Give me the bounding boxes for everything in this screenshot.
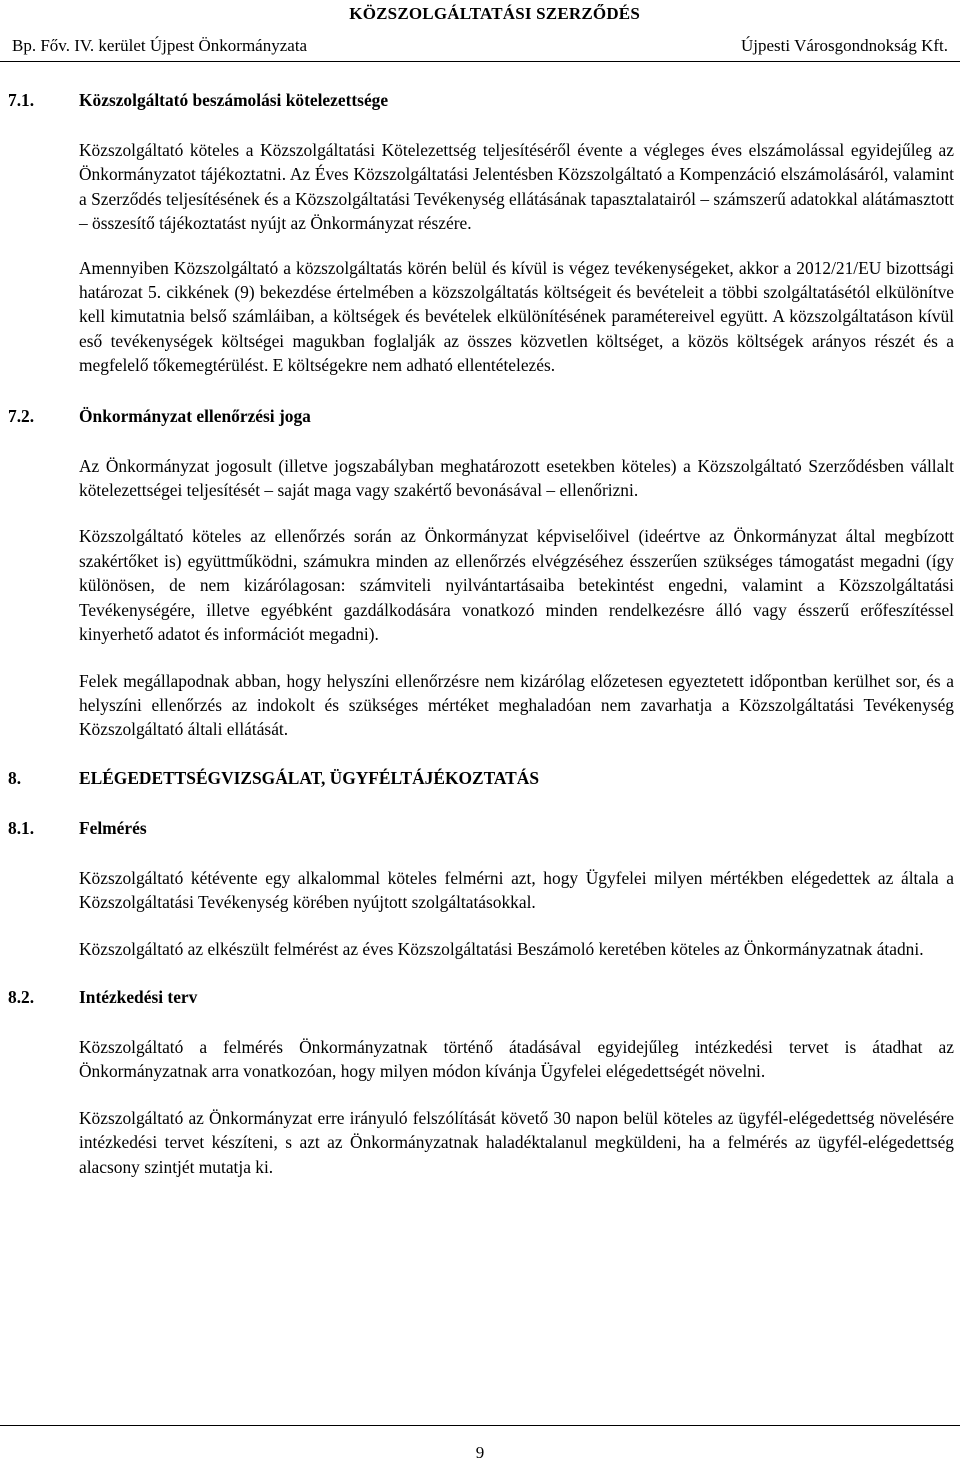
section-number: 8.2. — [8, 986, 35, 1007]
section-number: 7.1. — [8, 90, 35, 110]
section-title: Felmérés — [79, 817, 147, 838]
footer-divider — [0, 1425, 960, 1426]
section-heading-7-2 — [0, 404, 960, 428]
header-party-left: Bp. Főv. IV. kerület Újpest Önkormányzata — [12, 36, 308, 55]
section-title: Önkormányzat ellenőrzési joga — [79, 405, 311, 426]
section-number: 8. — [8, 767, 22, 788]
section-heading-8-1 — [0, 816, 960, 840]
section-title: Intézkedési terv — [79, 986, 198, 1007]
paragraph: Közszolgáltató az Önkormányzat erre irányuló felszólítását követő 30 napon belül köteles az ügyfél-elégedettség növelésére intézkedési tervet készíteni, s azt az Önkormányzatnak haladéktalanul megküldeni, ha a felmérés az ügyfél-elégedettség alacsony szintjét mutatja ki. — [79, 1107, 954, 1177]
section-title: ELÉGEDETTSÉGVIZSGÁLAT, ÜGYFÉLTÁJÉKOZTATÁS — [79, 767, 540, 788]
paragraph: Közszolgáltató a felmérés Önkormányzatnak történő átadásával egyidejűleg intézkedési tervet is átadhat az Önkormányzatnak arra vonatkozóan, hogy milyen módon kívánja Ügyfelei elégedettségét növelni. — [79, 1036, 954, 1082]
section-title: Közszolgáltató beszámolási kötelezettsége — [79, 90, 389, 110]
section-heading-7-1 — [0, 88, 960, 112]
paragraph: Közszolgáltató köteles az ellenőrzés során az Önkormányzat képviselőivel (ideértve az Önkormányzat által megbízott szakértőket is) együttműködni, számukra minden az ellenőrzés elvégzéséhez ésszerűen szükséges támogatást megadni (így különösen, de nem kizárólagosan: számviteli nyilvántartásaiba betekintést engedni, valamint a Közszolgáltatási Tevékenységére, illetve egyébként gazdálkodására vonatkozó minden rendelkezésre álló vagy ésszerű erőfeszítéssel kinyerhető adatot és információt megadni). — [79, 526, 954, 645]
page-number: 9 — [475, 1443, 485, 1462]
paragraph: Amennyiben Közszolgáltató a közszolgáltatás körén belül és kívül is végez tevékenységeket, akkor a 2012/21/EU bizottsági határozat 5. cikkének (9) bekezdése értelmében a közszolgáltatás költségeit és bevételeit a többi szolgáltatásétól elkülönítve kell kimutatnia belső számláiban, a költségek és bevételek elkülönítésének paramétereivel együtt. A közszolgáltatáson kívül eső tevékenységek költségei magukban foglalják az összes közvetlen költséget, a közös költségek arányos részét és a megfelelő tőkemegtérülést. E költségekre nem adható ellentételezés. — [79, 257, 954, 376]
section-number: 8.1. — [8, 817, 35, 838]
section-number: 7.2. — [8, 405, 35, 426]
document-title: KÖZSZOLGÁLTATÁSI SZERZŐDÉS — [349, 4, 640, 23]
paragraph: Közszolgáltató köteles a Közszolgáltatási Kötelezettség teljesítéséről évente a végleges éves elszámolással egyidejűleg az Önkormányzatot tájékoztatni. Az Éves Közszolgáltatási Jelentésben Közszolgáltató a Kompenzáció elszámolásáról, valamint a Szerződés teljesítésének és a Közszolgáltatási Tevékenység ellátásának tapasztalatairól – számszerű adatokkal alátámasztott – összesítő tájékoztatást nyújt az Önkormányzat részére. — [79, 140, 954, 234]
paragraph: Közszolgáltató kétévente egy alkalommal köteles felmérni azt, hogy Ügyfelei milyen mértékben elégedettek az általa a Közszolgáltatási Tevékenység körében nyújtott szolgáltatásokkal. — [79, 867, 954, 913]
section-heading-8 — [0, 766, 960, 790]
paragraph: Az Önkormányzat jogosult (illetve jogszabályban meghatározott esetekben köteles) a Közszolgáltató Szerződésben vállalt kötelezettségei teljesítését – saját maga vagy szakértő bevonásával – ellenőrizni. — [79, 455, 954, 501]
header-divider — [0, 61, 960, 62]
header-party-right: Újpesti Városgondnokság Kft. — [741, 36, 948, 55]
section-heading-8-2 — [0, 985, 960, 1009]
paragraph: Közszolgáltató az elkészült felmérést az éves Közszolgáltatási Beszámoló keretében köteles az Önkormányzatnak átadni. — [79, 938, 924, 959]
paragraph: Felek megállapodnak abban, hogy helyszíni ellenőrzésre nem kizárólag előzetesen egyeztetett időpontban kerülhet sor, és a helyszíni ellenőrzés az indokolt és szükséges mértéket meghaladóan nem zavarhatja a Közszolgáltatási Tevékenység Közszolgáltató általi ellátását. — [79, 670, 954, 740]
page-header — [0, 0, 960, 64]
document-body — [0, 88, 960, 1179]
